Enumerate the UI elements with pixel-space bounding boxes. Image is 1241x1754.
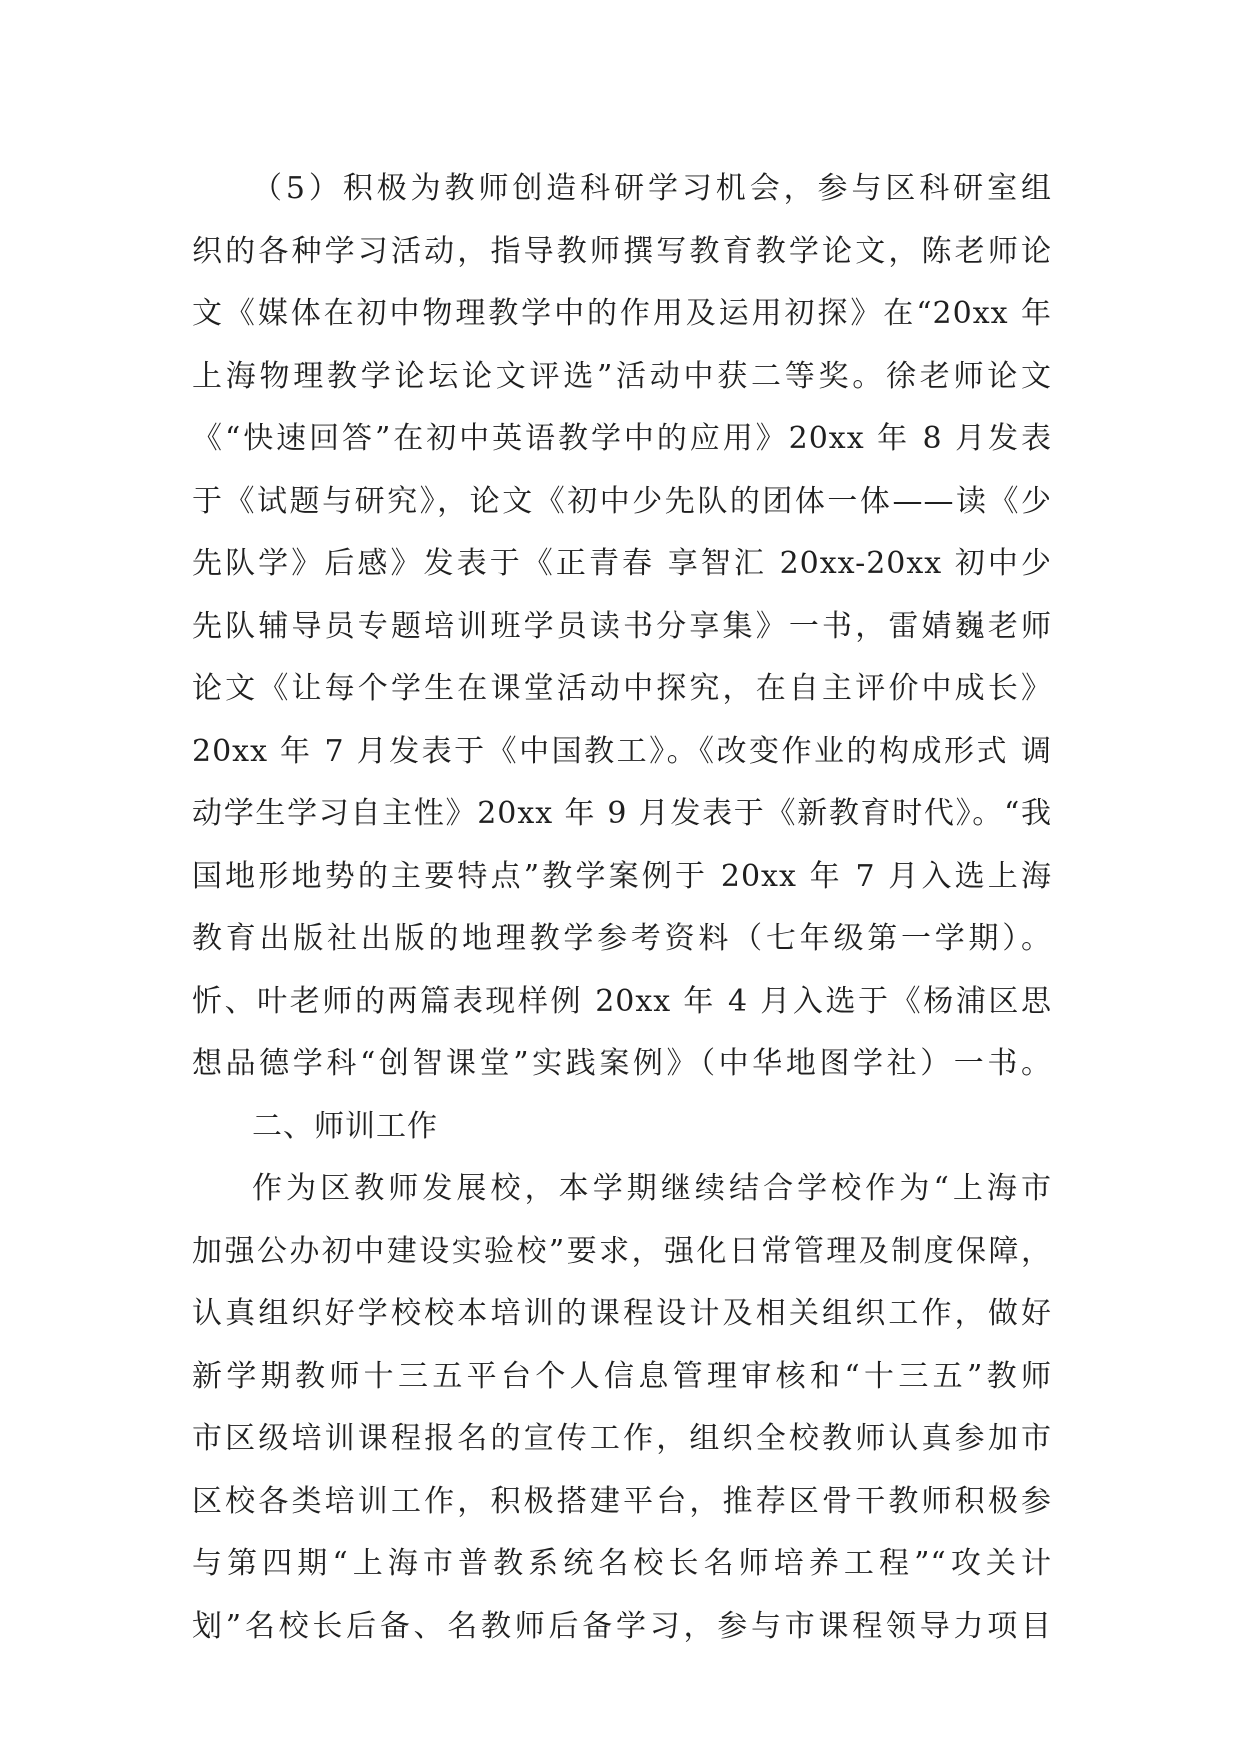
section-heading <box>192 1096 1052 1159</box>
text-line: 上海物理教学论坛论文评选”活动中获二等奖。徐老师论文 <box>192 358 1052 394</box>
text-line: 划”名校长后备、名教师后备学习，参与市课程领导力项目 <box>192 1608 1052 1644</box>
text-line: 区校各类培训工作，积极搭建平台，推荐区骨干教师积极参 <box>192 1483 1052 1519</box>
text-line: 作为区教师发展校，本学期继续结合学校作为“上海市 <box>252 1171 1052 1206</box>
text-line: 文《媒体在初中物理教学中的作用及运用初探》在“20xx 年 <box>192 296 1052 331</box>
text-line: 忻、叶老师的两篇表现样例 20xx 年 4 月入选于《杨浦区思 <box>192 983 1052 1019</box>
text-line: 加强公办初中建设实验校”要求，强化日常管理及制度保障， <box>192 1233 1052 1269</box>
text-line: 20xx 年 7 月发表于《中国教工》。《改变作业的构成形式 调 <box>192 733 1052 769</box>
text-line: 与第四期“上海市普教系统名校长名师培养工程”“攻关计 <box>192 1546 1052 1581</box>
text-line: 新学期教师十三五平台个人信息管理审核和“十三五”教师 <box>192 1358 1052 1394</box>
text-line: 动学生学习自主性》20xx 年 9 月发表于《新教育时代》。“我 <box>192 796 1052 831</box>
text-line: 《“快速回答”在初中英语教学中的应用》20xx 年 8 月发表 <box>192 421 1052 456</box>
text-line: 于《试题与研究》，论文《初中少先队的团体一体——读《少 <box>192 483 1052 519</box>
text-line: 教育出版社出版的地理教学参考资料（七年级第一学期）。 <box>192 921 1052 956</box>
text-line: 市区级培训课程报名的宣传工作，组织全校教师认真参加市 <box>192 1421 1052 1456</box>
document-body <box>192 158 1052 1658</box>
text-line: 论文《让每个学生在课堂活动中探究，在自主评价中成长》 <box>192 671 1052 706</box>
section-heading-text: 二、师训工作 <box>252 1108 438 1144</box>
text-line: 先队辅导员专题培训班学员读书分享集》一书，雷婧巍老师 <box>192 608 1052 644</box>
paragraph-teacher-training <box>192 1158 1052 1658</box>
text-line: 国地形地势的主要特点”教学案例于 20xx 年 7 月入选上海 <box>192 858 1052 894</box>
text-line: 认真组织好学校校本培训的课程设计及相关组织工作，做好 <box>192 1296 1052 1331</box>
text-line: 织的各种学习活动，指导教师撰写教育教学论文，陈老师论 <box>192 233 1052 269</box>
text-line: 先队学》后感》发表于《正青春 享智汇 20xx-20xx 初中少 <box>192 546 1052 581</box>
text-line: （5）积极为教师创造科研学习机会，参与区科研室组 <box>252 171 1052 206</box>
paragraph-research-opportunities <box>192 158 1052 1096</box>
text-line: 想品德学科“创智课堂”实践案例》（中华地图学社）一书。 <box>192 1046 1052 1081</box>
